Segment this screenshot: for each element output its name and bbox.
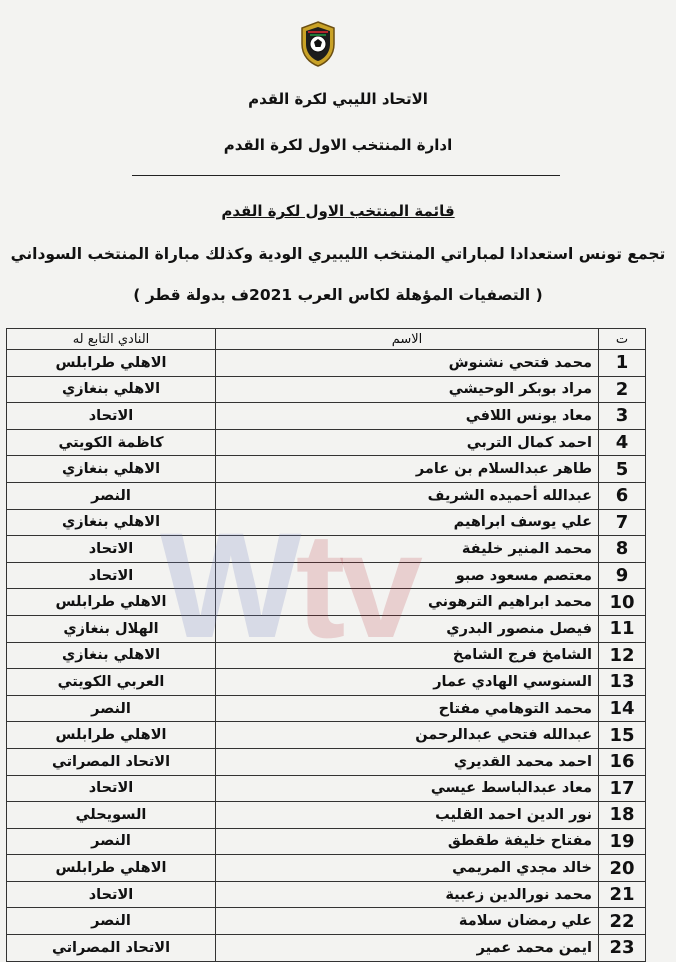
header-number: ت xyxy=(599,329,646,350)
document-subtitle-1: تجمع تونس استعدادا لمباراتي المنتخب الليبيري الودية وكذلك مباراة المنتخب السوداني xyxy=(10,245,666,263)
player-number: 9 xyxy=(599,562,646,589)
table-row xyxy=(7,802,646,829)
player-club: الاهلي طرابلس xyxy=(7,722,216,749)
table-row xyxy=(7,429,646,456)
player-club: الاهلي طرابلس xyxy=(7,855,216,882)
player-club: الاهلي بنغازي xyxy=(7,509,216,536)
player-number: 19 xyxy=(599,828,646,855)
table-row xyxy=(7,456,646,483)
player-name: فيصل منصور البدري xyxy=(216,615,599,642)
player-number: 12 xyxy=(599,642,646,669)
player-club: النصر xyxy=(7,695,216,722)
player-number: 3 xyxy=(599,403,646,430)
table-row xyxy=(7,350,646,377)
player-club: الاتحاد xyxy=(7,775,216,802)
table-row xyxy=(7,562,646,589)
table-row xyxy=(7,509,646,536)
player-name: محمد التوهامي مفتاح xyxy=(216,695,599,722)
player-club: الاتحاد المصراتي xyxy=(7,748,216,775)
player-number: 16 xyxy=(599,748,646,775)
table-row xyxy=(7,403,646,430)
player-name: علي رمضان سلامة xyxy=(216,908,599,935)
table-row xyxy=(7,482,646,509)
department-name: ادارة المنتخب الاول لكرة القدم xyxy=(223,136,453,154)
player-number: 2 xyxy=(599,376,646,403)
table-row xyxy=(7,828,646,855)
player-club: كاظمة الكويتي xyxy=(7,429,216,456)
federation-name: الاتحاد الليبي لكرة القدم xyxy=(248,90,428,108)
player-name: احمد محمد القديري xyxy=(216,748,599,775)
federation-logo-icon xyxy=(298,20,338,68)
player-name: عبدالله أحميده الشريف xyxy=(216,482,599,509)
player-number: 21 xyxy=(599,881,646,908)
player-name: معتصم مسعود صبو xyxy=(216,562,599,589)
table-row xyxy=(7,748,646,775)
table-row xyxy=(7,376,646,403)
player-name: خالد مجدي المريمي xyxy=(216,855,599,882)
player-number: 10 xyxy=(599,589,646,616)
table-row xyxy=(7,536,646,563)
header-divider xyxy=(132,175,560,176)
document-subtitle-2: ( التصفيات المؤهلة لكاس العرب 2021ف بدولة قطر ) xyxy=(133,286,543,304)
player-club: النصر xyxy=(7,482,216,509)
player-name: مراد بوبكر الوحيشي xyxy=(216,376,599,403)
player-number: 23 xyxy=(599,935,646,962)
table-row xyxy=(7,695,646,722)
player-number: 13 xyxy=(599,669,646,696)
player-number: 7 xyxy=(599,509,646,536)
player-number: 1 xyxy=(599,350,646,377)
player-number: 5 xyxy=(599,456,646,483)
player-name: محمد ابراهيم الترهوني xyxy=(216,589,599,616)
players-table-body xyxy=(7,350,646,962)
player-number: 20 xyxy=(599,855,646,882)
player-club: العربي الكويتي xyxy=(7,669,216,696)
player-name: محمد نورالدين زعبية xyxy=(216,881,599,908)
player-name: علي يوسف ابراهيم xyxy=(216,509,599,536)
table-row xyxy=(7,589,646,616)
document-title: قائمة المنتخب الاول لكرة القدم xyxy=(221,202,455,220)
player-club: الاتحاد xyxy=(7,536,216,563)
table-row xyxy=(7,775,646,802)
table-header-row xyxy=(7,329,646,350)
player-number: 17 xyxy=(599,775,646,802)
player-number: 15 xyxy=(599,722,646,749)
player-club: السويحلي xyxy=(7,802,216,829)
player-name: مفتاح خليفة طقطق xyxy=(216,828,599,855)
player-number: 18 xyxy=(599,802,646,829)
player-name: نور الدين احمد القليب xyxy=(216,802,599,829)
players-table xyxy=(6,328,646,962)
player-number: 8 xyxy=(599,536,646,563)
player-name: احمد كمال التربي xyxy=(216,429,599,456)
player-club: الاتحاد xyxy=(7,562,216,589)
player-name: طاهر عبدالسلام بن عامر xyxy=(216,456,599,483)
player-club: الاتحاد xyxy=(7,403,216,430)
player-number: 11 xyxy=(599,615,646,642)
player-club: الاهلي بنغازي xyxy=(7,642,216,669)
table-row xyxy=(7,642,646,669)
player-name: محمد فتحي نشنوش xyxy=(216,350,599,377)
player-number: 6 xyxy=(599,482,646,509)
player-club: الهلال بنغازي xyxy=(7,615,216,642)
player-number: 22 xyxy=(599,908,646,935)
player-name: معاد عبدالباسط عيسي xyxy=(216,775,599,802)
player-club: الاتحاد xyxy=(7,881,216,908)
player-club: الاهلي بنغازي xyxy=(7,456,216,483)
table-row xyxy=(7,908,646,935)
table-row xyxy=(7,722,646,749)
header-club: النادي التابع له xyxy=(7,329,216,350)
player-club: النصر xyxy=(7,828,216,855)
player-number: 14 xyxy=(599,695,646,722)
table-row xyxy=(7,615,646,642)
table-row xyxy=(7,669,646,696)
player-name: عبدالله فتحي عبدالرحمن xyxy=(216,722,599,749)
table-row xyxy=(7,935,646,962)
player-club: الاهلي طرابلس xyxy=(7,350,216,377)
player-number: 4 xyxy=(599,429,646,456)
player-name: الشامخ فرج الشامخ xyxy=(216,642,599,669)
wtv-watermark: Wtv xyxy=(160,501,417,669)
player-club: النصر xyxy=(7,908,216,935)
player-club: الاتحاد المصراتي xyxy=(7,935,216,962)
player-name: معاد يونس اللافي xyxy=(216,403,599,430)
table-row xyxy=(7,855,646,882)
player-name: ايمن محمد عمير xyxy=(216,935,599,962)
player-name: السنوسي الهادي عمار xyxy=(216,669,599,696)
player-club: الاهلي بنغازي xyxy=(7,376,216,403)
header-name: الاسم xyxy=(216,329,599,350)
player-club: الاهلي طرابلس xyxy=(7,589,216,616)
player-name: محمد المنير خليفة xyxy=(216,536,599,563)
table-row xyxy=(7,881,646,908)
